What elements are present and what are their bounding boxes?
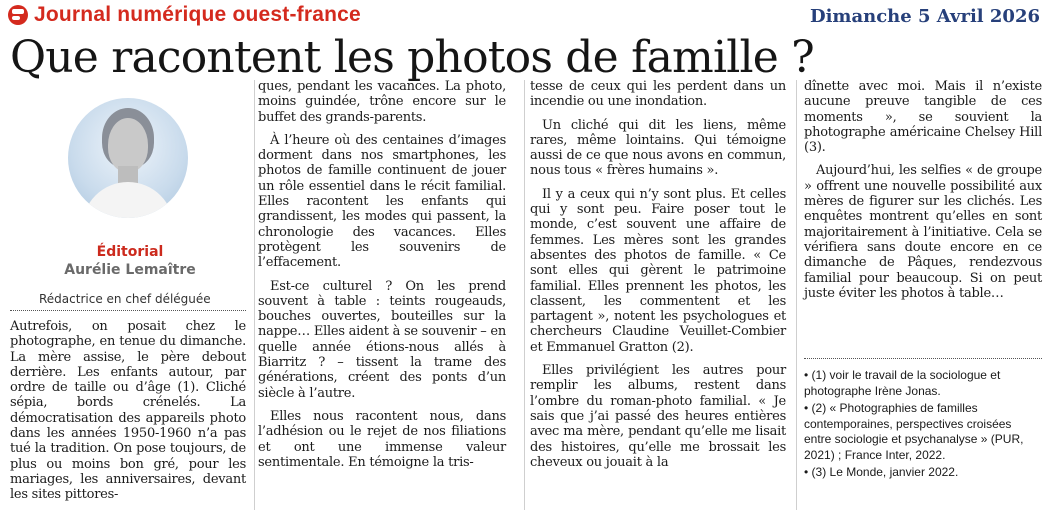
column-divider: [254, 80, 255, 510]
byline-divider: [10, 310, 246, 311]
paragraph: À l’heure où des centaines d’images dorment dans nos smartphones, les photos de famille continuent de jouer un rôle essentiel dans le récit familial. Elles racontent les enfants qui grandissent, les modes qui passent, la chronologie des vacances. Elles protègent les souvenirs de l’effacement.: [258, 132, 506, 271]
paragraph: ques, pendant les vacances. La photo, moins guindée, trône encore sur le buffet des grands-parents.: [258, 79, 506, 125]
paragraph: tesse de ceux qui les perdent dans un incendie ou une inondation.: [530, 79, 786, 110]
footnote-item: • (2) « Photographies de familles contemporaines, perspectives croisées entre sociologie et psychanalyse » (PUR, 2021) ; France Inter, 2022.: [804, 401, 1042, 463]
paragraph: dînette avec moi. Mais il n’existe aucune preuve tangible de ces moments », se souvient la photographe américaine Chelsey Hill (3).: [804, 79, 1042, 156]
author-role: Rédactrice en chef déléguée: [39, 292, 211, 306]
masthead-label: Journal numérique ouest-france: [34, 3, 361, 26]
article-column-3: [530, 79, 786, 470]
issue-date: Dimanche 5 Avril 2026: [809, 6, 1040, 27]
author-name: Aurélie Lemaître: [64, 262, 196, 278]
author-portrait: [68, 98, 188, 218]
article-column-4: [804, 79, 1042, 301]
paragraph: Un cliché qui dit les liens, même rares, même lointains. Qui témoigne aussi de ce que nous avons en commun, nous tous « frères humains ».: [530, 117, 786, 179]
notes-divider: [804, 358, 1042, 359]
masthead: [8, 3, 361, 27]
article-column-2: [258, 79, 506, 470]
footnote-item: • (3) Le Monde, janvier 2022.: [804, 465, 1042, 481]
paragraph: Est-ce culturel ? On les prend souvent à table : teints rougeauds, bouches ouvertes, bouteilles sur la nappe… Elles aident à se souvenir – en quelle année étions-nous allés à Biarritz ? – tissent la trame des générations, créent des ponts d’un siècle à l’autre.: [258, 278, 506, 401]
paragraph: Aujourd’hui, les selfies « de groupe » offrent une nouvelle possibilité aux mères de figurer sur les clichés. Les enquêtes montrent qu’elles en sont majoritairement à l’initiative. Cela se vérifiera sans doute encore en ce dimanche de Pâques, rendezvous familial pour beaucoup. Si on peut juste éviter les photos à table…: [804, 163, 1042, 301]
footnotes: [804, 368, 1042, 483]
column-divider: [796, 80, 797, 510]
paragraph: Elles nous racontent nous, dans l’adhésion ou le rejet de nos filiations et ont une immense valeur sentimentale. En témoigne la tris-: [258, 408, 506, 470]
column-divider: [524, 80, 525, 510]
section-label: Éditorial: [96, 244, 164, 260]
paragraph: Il y a ceux qui n’y sont plus. Et celles qui y sont peu. Faire poser tout le monde, c’est souvent une affaire de femmes. Les mères sont les grandes absentes des photos de famille. « Ce sont elles qui gèrent le patrimoine familial. Elles prennent les photos, les classent, les commentent et les partagent », notent les psychologues et chercheurs Claudine Veuillet-Combier et Emmanuel Gratton (2).: [530, 186, 786, 355]
headline: Que racontent les photos de famille ?: [10, 32, 814, 83]
paragraph: Autrefois, on posait chez le photographe, en tenue du dimanche. La mère assise, le père debout derrière. Les enfants autour, par ordre de taille ou d’âge (1). Cliché sépia, bords crénelés. La démocratisation des appareils photo dans les années 1950-1960 n’a pas tué la tradition. On pose toujours, de plus ou moins bon gré, pour les mariages, les anniversaires, devant les sites pittores-: [10, 319, 246, 503]
article-column-1: [10, 319, 246, 503]
footnote-item: • (1) voir le travail de la sociologue et photographe Irène Jonas.: [804, 368, 1042, 399]
ouest-france-logo-icon: [8, 5, 28, 25]
paragraph: Elles privilégient les autres pour remplir les albums, restent dans l’ombre du roman-photo familial. « Je sais que j’ai passé des heures entières avec ma mère, pendant qu’elle me lisait des histoires, qu’elle me brossait les cheveux ou jouait à la: [530, 363, 786, 470]
